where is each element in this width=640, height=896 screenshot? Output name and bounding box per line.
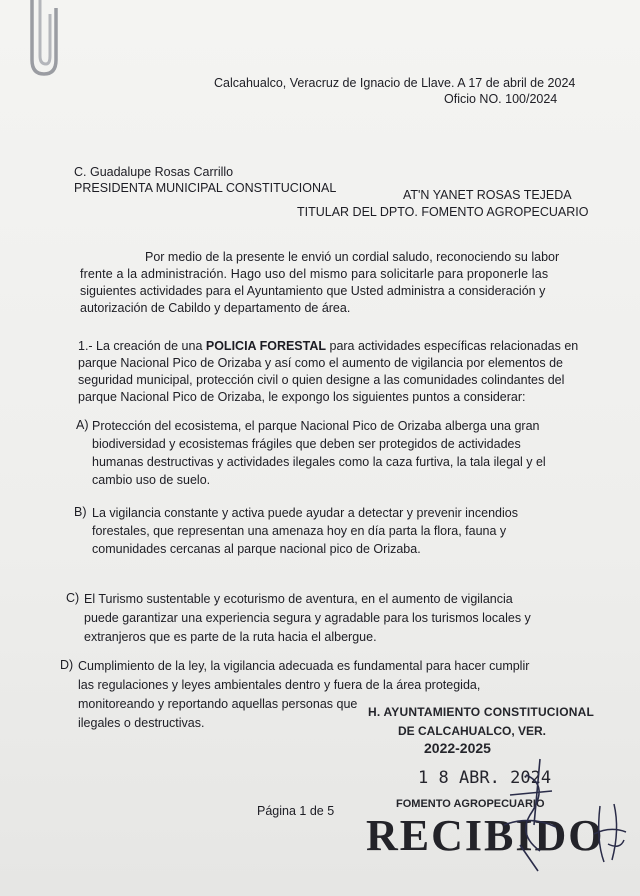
stamp-department: FOMENTO AGROPECUARIO — [396, 798, 545, 810]
item-a-line: cambio uso de suelo. — [92, 473, 211, 487]
intro-line: Por medio de la presente le envió un cordial saludo, reconociendo su labor — [145, 250, 560, 264]
item-b-letter: B) — [74, 505, 87, 519]
intro-line: frente a la administración. Hago uso del mismo para solicitarle para proponerle las — [80, 267, 549, 281]
page-number: Página 1 de 5 — [257, 804, 335, 818]
item-d-line: monitoreando y reportando aquellas personas que — [78, 697, 358, 711]
recipient-name: C. Guadalupe Rosas Carrillo — [74, 165, 234, 179]
item-a-line: Protección del ecosistema, el parque Nacional Pico de Orizaba alberga una gran — [92, 419, 540, 433]
point1-line: seguridad municipal, protección civil o quien designe a las comunidades colindantes del — [78, 373, 565, 387]
item-b-line: comunidades cercanas al parque nacional pico de Orizaba. — [92, 542, 421, 556]
recibido-stamp: RECIBIDO — [366, 811, 605, 860]
point1-first-line — [78, 338, 578, 355]
paper-clip-icon — [22, 0, 66, 80]
item-a-line: humanas destructivas y actividades ilegales como la caza furtiva, la tala ilegal y el — [92, 455, 546, 469]
point1-line: parque Nacional Pico de Orizaba y así como el aumento de vigilancia por elementos de — [78, 356, 563, 370]
item-d-line: las regulaciones y leyes ambientales dentro y fuera de la área protegida, — [78, 678, 481, 692]
attention-name: AT'N YANET ROSAS TEJEDA — [403, 188, 572, 202]
item-d-line: ilegales o destructivas. — [78, 716, 205, 730]
stamp-line-1: H. AYUNTAMIENTO CONSTITUCIONAL — [368, 705, 595, 719]
item-d-line: Cumplimiento de la ley, la vigilancia adecuada es fundamental para hacer cumplir — [78, 659, 530, 673]
stamp-years: 2022-2025 — [424, 740, 491, 756]
item-b-line: La vigilancia constante y activa puede ayudar a detectar y prevenir incendios — [92, 506, 518, 520]
item-a-line: biodiversidad y ecosistemas frágiles que deben ser protegidos de actividades — [92, 437, 521, 451]
signature-scribble — [490, 755, 570, 875]
intro-line: autorización de Cabildo y departamento de área. — [80, 301, 351, 315]
item-c-line: extranjeros que es parte de la ruta hacia el albergue. — [84, 630, 377, 644]
item-d-letter: D) — [60, 658, 74, 672]
item-c-line: puede garantizar una experiencia segura y agradable para los turismos locales y — [84, 611, 531, 625]
stamp-date: 1 8 ABR. 2024 — [418, 768, 552, 788]
attention-title: TITULAR DEL DPTO. FOMENTO AGROPECUARIO — [297, 205, 589, 219]
initials-signature — [590, 800, 630, 870]
recipient-title: PRESIDENTA MUNICIPAL CONSTITUCIONAL — [74, 181, 337, 195]
policia-forestal-bold: POLICIA FORESTAL — [205, 339, 327, 353]
item-b-line: forestales, que representan una amenaza hoy en día parta la flora, fauna y — [92, 524, 507, 538]
stamp-line-2: DE CALCAHUALCO, VER. — [398, 724, 547, 738]
item-c-line: El Turismo sustentable y ecoturismo de aventura, en el aumento de vigilancia — [84, 592, 513, 606]
intro-line: siguientes actividades para el Ayuntamiento que Usted administra a consideración y — [80, 284, 546, 298]
oficio-number: Oficio NO. 100/2024 — [444, 92, 558, 106]
item-c-letter: C) — [66, 591, 80, 605]
point1-prefix: 1.- La creación de una — [78, 339, 206, 353]
place-date: Calcahualco, Veracruz de Ignacio de Llave. A 17 de abril de 2024 — [214, 76, 576, 90]
point1-rest: para actividades específicas relacionadas en — [326, 339, 579, 353]
point1-line: parque Nacional Pico de Orizaba, le expongo los siguientes puntos a considerar: — [78, 390, 526, 404]
item-a-letter: A) — [76, 418, 89, 432]
